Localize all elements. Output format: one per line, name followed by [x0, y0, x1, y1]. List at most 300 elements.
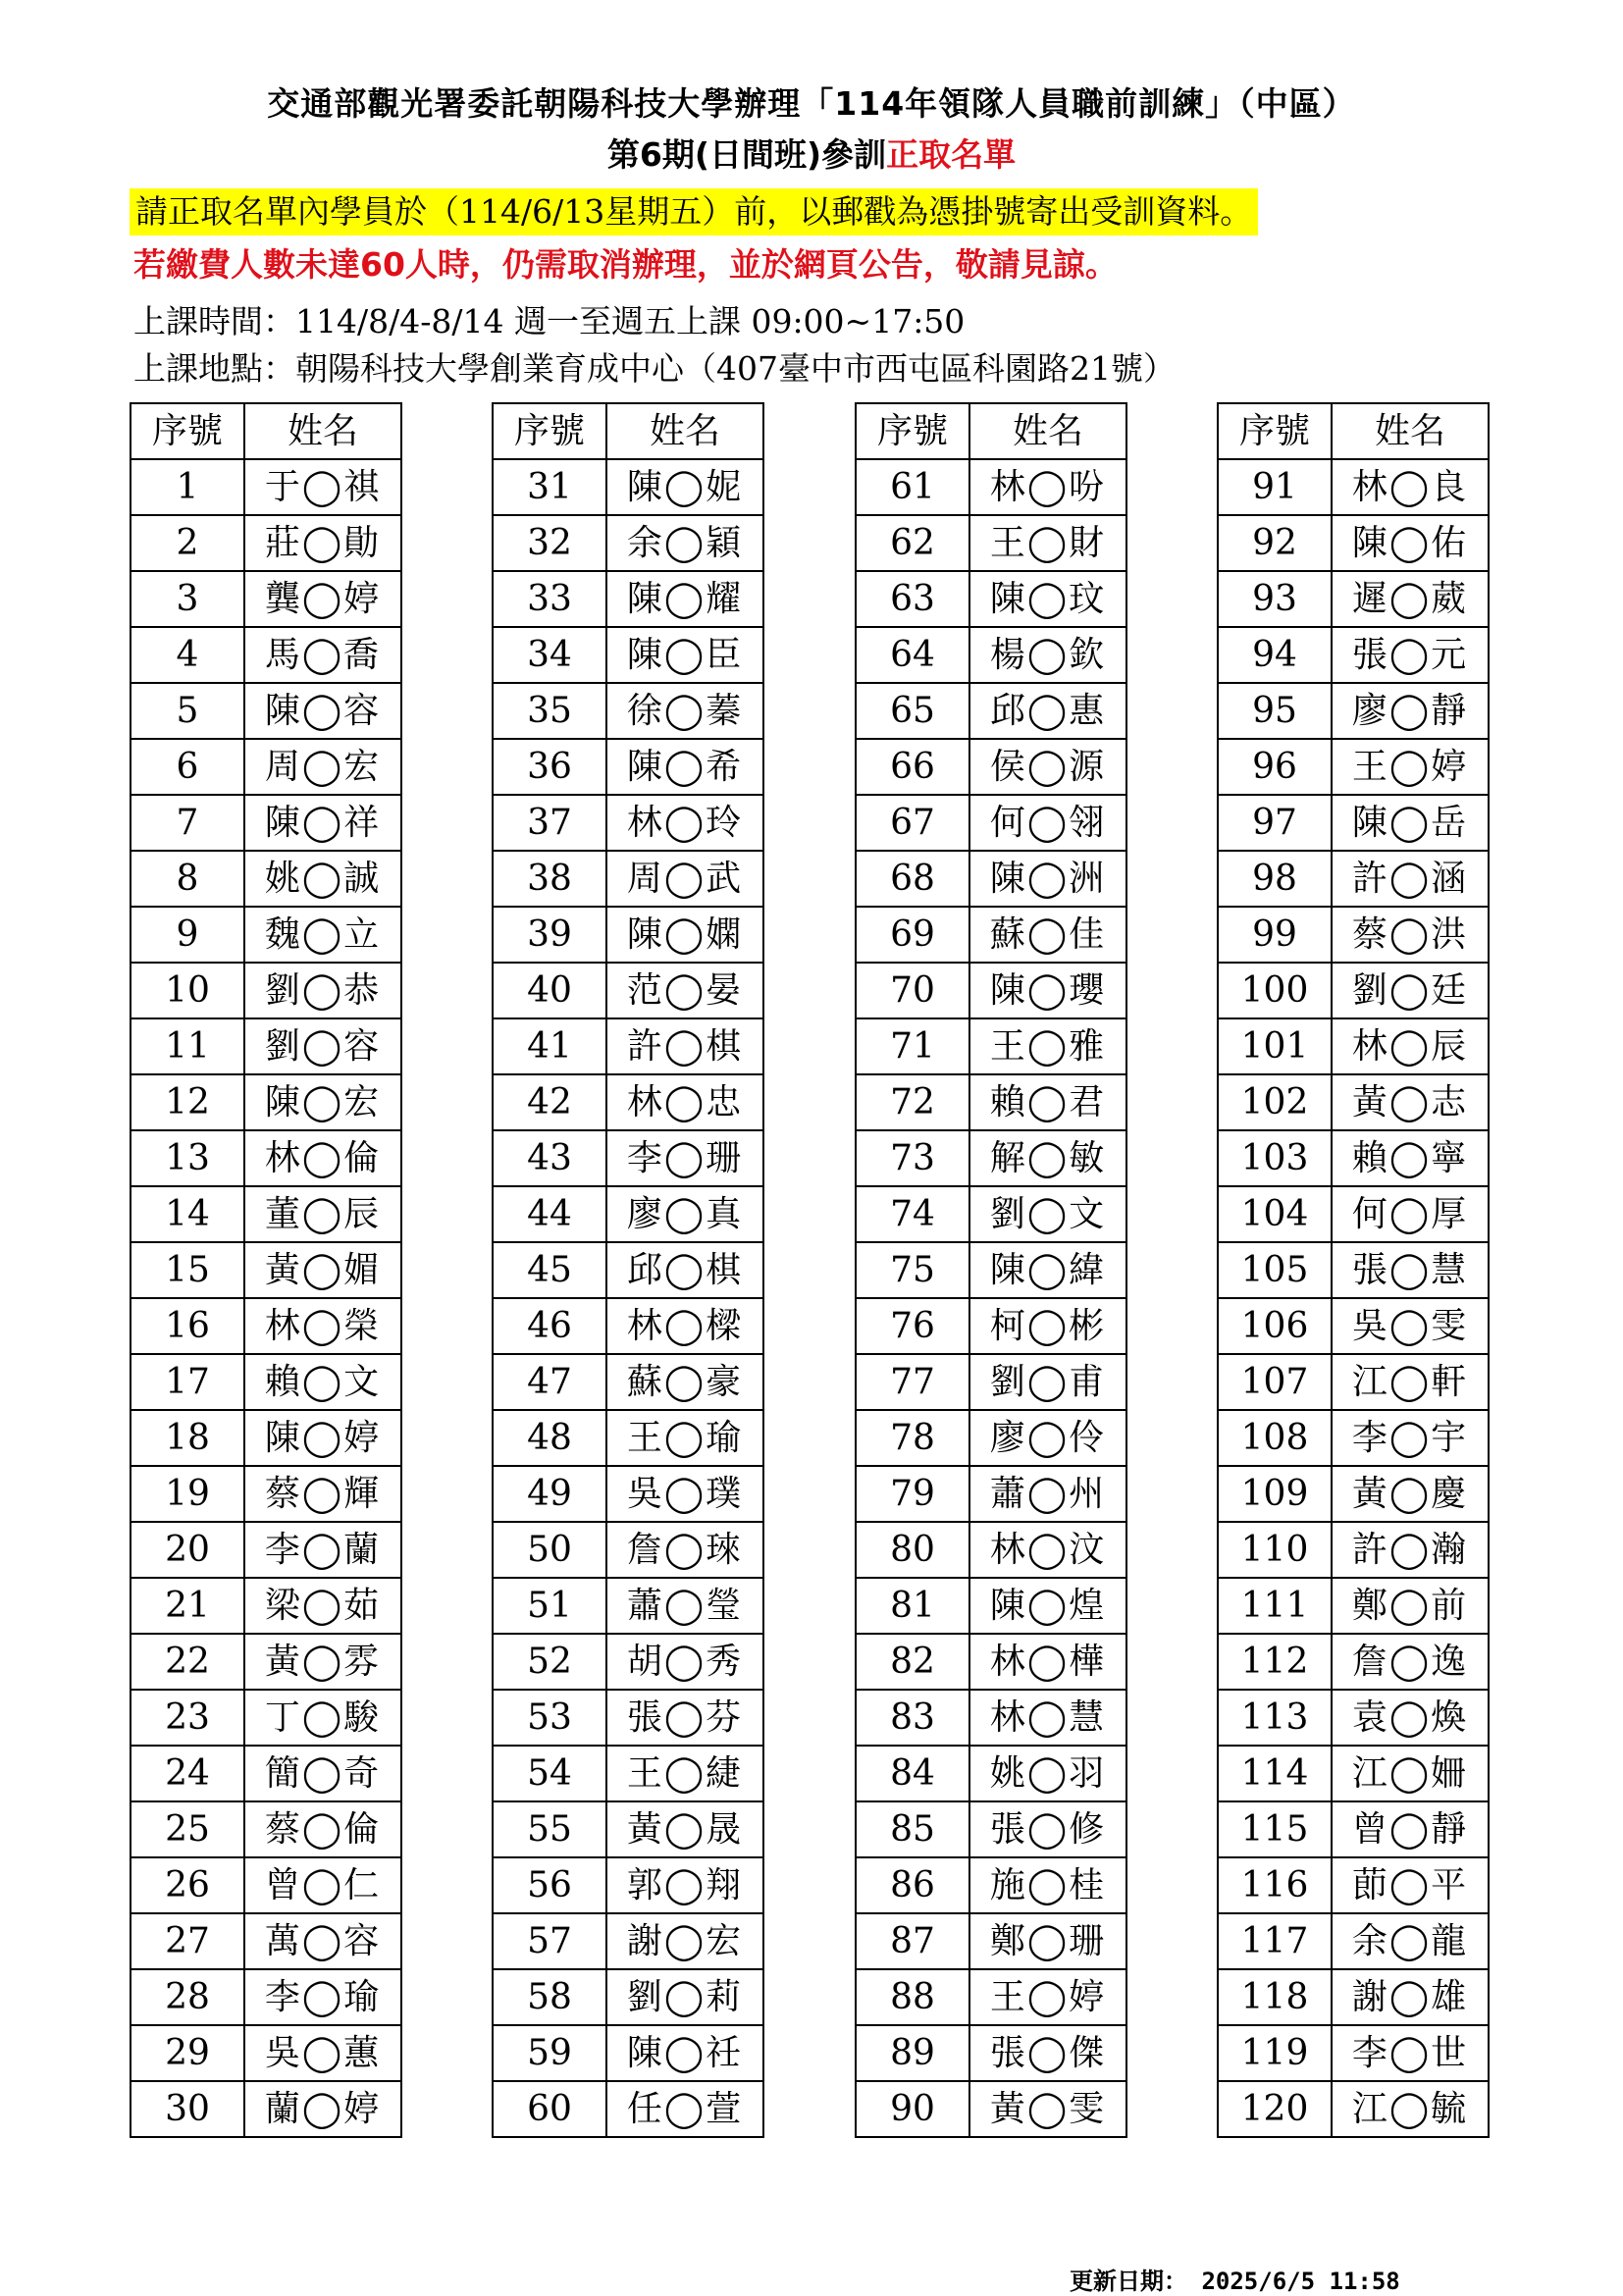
student-number: 13 [131, 1130, 244, 1186]
table-row [1218, 1466, 1489, 1522]
student-number: 17 [131, 1354, 244, 1410]
table-row [493, 1410, 763, 1466]
student-number: 29 [131, 2025, 244, 2081]
student-name: 陳◯嫻 [606, 907, 763, 963]
student-name: 黃◯晟 [606, 1801, 763, 1857]
subtitle-prefix: 第6期(日間班)參訓 [606, 135, 887, 174]
student-name: 陳◯耀 [606, 571, 763, 627]
student-name: 侯◯源 [969, 739, 1126, 795]
student-name: 劉◯廷 [1332, 963, 1489, 1018]
table-row [1218, 1354, 1489, 1410]
table-row [131, 1354, 401, 1410]
submission-deadline-notice: 請正取名單內學員於（114/6/13星期五）前，以郵戳為憑掛號寄出受訓資料。 [130, 188, 1258, 235]
table-row [856, 963, 1126, 1018]
table-row [856, 683, 1126, 739]
student-name: 廖◯伶 [969, 1410, 1126, 1466]
student-name: 陳◯瓔 [969, 963, 1126, 1018]
header-name: 姓名 [244, 403, 401, 459]
table-row [856, 627, 1126, 683]
document-subtitle [0, 130, 1623, 176]
roster-header-row [856, 403, 1126, 459]
student-name: 邱◯惠 [969, 683, 1126, 739]
roster-header-row [131, 403, 401, 459]
student-name: 于◯祺 [244, 459, 401, 515]
student-number: 27 [131, 1913, 244, 1969]
student-number: 120 [1218, 2081, 1332, 2137]
student-number: 19 [131, 1466, 244, 1522]
table-row [856, 1634, 1126, 1690]
student-number: 72 [856, 1074, 969, 1130]
student-name: 黃◯志 [1332, 1074, 1489, 1130]
student-name: 許◯瀚 [1332, 1522, 1489, 1578]
student-name: 何◯厚 [1332, 1186, 1489, 1242]
table-row [131, 515, 401, 571]
student-name: 陳◯洲 [969, 851, 1126, 907]
student-name: 董◯辰 [244, 1186, 401, 1242]
table-row [493, 1018, 763, 1074]
table-row [131, 683, 401, 739]
table-row [493, 795, 763, 851]
student-number: 6 [131, 739, 244, 795]
table-row [493, 1857, 763, 1913]
student-name: 莊◯勛 [244, 515, 401, 571]
student-name: 范◯晏 [606, 963, 763, 1018]
table-row [131, 2081, 401, 2137]
student-name: 任◯萱 [606, 2081, 763, 2137]
student-name: 黃◯慶 [1332, 1466, 1489, 1522]
student-name: 許◯棋 [606, 1018, 763, 1074]
student-number: 25 [131, 1801, 244, 1857]
table-row [131, 1801, 401, 1857]
table-row [493, 1522, 763, 1578]
student-number: 42 [493, 1074, 606, 1130]
student-number: 64 [856, 627, 969, 683]
table-row [493, 851, 763, 907]
student-number: 96 [1218, 739, 1332, 795]
student-name: 劉◯恭 [244, 963, 401, 1018]
student-number: 106 [1218, 1298, 1332, 1354]
student-name: 蘭◯婷 [244, 2081, 401, 2137]
table-row [131, 1018, 401, 1074]
table-row [131, 1410, 401, 1466]
student-name: 張◯修 [969, 1801, 1126, 1857]
student-number: 89 [856, 2025, 969, 2081]
table-row [1218, 1018, 1489, 1074]
student-number: 60 [493, 2081, 606, 2137]
student-name: 郭◯翔 [606, 1857, 763, 1913]
table-row [1218, 1690, 1489, 1746]
student-number: 44 [493, 1186, 606, 1242]
document-title: 交通部觀光署委託朝陽科技大學辦理「114年領隊人員職前訓練」（中區） [267, 84, 1356, 123]
student-number: 48 [493, 1410, 606, 1466]
student-name: 林◯玲 [606, 795, 763, 851]
student-number: 26 [131, 1857, 244, 1913]
student-name: 陳◯祥 [244, 795, 401, 851]
student-number: 99 [1218, 907, 1332, 963]
student-name: 姚◯誠 [244, 851, 401, 907]
student-number: 50 [493, 1522, 606, 1578]
student-name: 張◯傑 [969, 2025, 1126, 2081]
student-name: 何◯翎 [969, 795, 1126, 851]
roster-header-row [493, 403, 763, 459]
student-name: 林◯樺 [969, 1634, 1126, 1690]
student-number: 11 [131, 1018, 244, 1074]
student-number: 20 [131, 1522, 244, 1578]
table-row [1218, 2081, 1489, 2137]
table-row [493, 1186, 763, 1242]
table-row [493, 1354, 763, 1410]
table-row [856, 1578, 1126, 1634]
student-number: 84 [856, 1746, 969, 1801]
student-number: 54 [493, 1746, 606, 1801]
student-name: 李◯宇 [1332, 1410, 1489, 1466]
student-name: 張◯元 [1332, 627, 1489, 683]
student-number: 67 [856, 795, 969, 851]
table-row [856, 1018, 1126, 1074]
student-number: 9 [131, 907, 244, 963]
table-row [856, 2025, 1126, 2081]
student-number: 23 [131, 1690, 244, 1746]
table-row [856, 2081, 1126, 2137]
student-number: 73 [856, 1130, 969, 1186]
student-number: 40 [493, 963, 606, 1018]
student-name: 蔡◯洪 [1332, 907, 1489, 963]
student-name: 黃◯雯 [969, 2081, 1126, 2137]
table-row [493, 1074, 763, 1130]
table-row [493, 1298, 763, 1354]
student-name: 林◯吩 [969, 459, 1126, 515]
student-name: 徐◯蓁 [606, 683, 763, 739]
student-number: 78 [856, 1410, 969, 1466]
student-number: 61 [856, 459, 969, 515]
student-name: 陳◯妮 [606, 459, 763, 515]
student-name: 林◯忠 [606, 1074, 763, 1130]
student-number: 117 [1218, 1913, 1332, 1969]
student-name: 邱◯棋 [606, 1242, 763, 1298]
student-number: 2 [131, 515, 244, 571]
header-number: 序號 [1218, 403, 1332, 459]
student-name: 蔡◯倫 [244, 1801, 401, 1857]
student-number: 82 [856, 1634, 969, 1690]
table-row [856, 795, 1126, 851]
table-row [1218, 1186, 1489, 1242]
student-number: 115 [1218, 1801, 1332, 1857]
table-row [131, 1913, 401, 1969]
student-number: 90 [856, 2081, 969, 2137]
table-row [1218, 515, 1489, 571]
table-row [493, 571, 763, 627]
student-name: 李◯珊 [606, 1130, 763, 1186]
table-row [131, 1466, 401, 1522]
student-name: 賴◯文 [244, 1354, 401, 1410]
table-row [1218, 1801, 1489, 1857]
header-number: 序號 [493, 403, 606, 459]
student-name: 李◯世 [1332, 2025, 1489, 2081]
table-row [856, 1354, 1126, 1410]
student-number: 53 [493, 1690, 606, 1746]
student-name: 劉◯甫 [969, 1354, 1126, 1410]
student-number: 3 [131, 571, 244, 627]
student-name: 劉◯莉 [606, 1969, 763, 2025]
student-name: 蕭◯瑩 [606, 1578, 763, 1634]
student-number: 76 [856, 1298, 969, 1354]
student-number: 95 [1218, 683, 1332, 739]
student-number: 49 [493, 1466, 606, 1522]
student-number: 101 [1218, 1018, 1332, 1074]
student-number: 65 [856, 683, 969, 739]
student-name: 林◯良 [1332, 459, 1489, 515]
table-row [493, 739, 763, 795]
student-name: 余◯穎 [606, 515, 763, 571]
updated-date: 更新日期： 2025/6/5 11:58 [1070, 2268, 1400, 2295]
student-name: 陳◯希 [606, 739, 763, 795]
student-number: 81 [856, 1578, 969, 1634]
student-number: 87 [856, 1913, 969, 1969]
table-row [131, 459, 401, 515]
student-name: 蔡◯輝 [244, 1466, 401, 1522]
table-row [131, 1578, 401, 1634]
student-number: 93 [1218, 571, 1332, 627]
student-name: 謝◯雄 [1332, 1969, 1489, 2025]
table-row [493, 1466, 763, 1522]
student-name: 施◯桂 [969, 1857, 1126, 1913]
table-row [856, 459, 1126, 515]
student-number: 41 [493, 1018, 606, 1074]
table-row [856, 1801, 1126, 1857]
header-name: 姓名 [606, 403, 763, 459]
table-row [131, 1746, 401, 1801]
student-number: 75 [856, 1242, 969, 1298]
roster-table [855, 402, 1127, 2138]
student-number: 30 [131, 2081, 244, 2137]
student-number: 97 [1218, 795, 1332, 851]
student-name: 陳◯祍 [606, 2025, 763, 2081]
table-row [856, 851, 1126, 907]
table-row [1218, 907, 1489, 963]
student-number: 5 [131, 683, 244, 739]
table-row [856, 1746, 1126, 1801]
student-number: 52 [493, 1634, 606, 1690]
student-name: 簡◯奇 [244, 1746, 401, 1801]
subtitle-highlight: 正取名單 [886, 135, 1017, 174]
student-name: 王◯婷 [969, 1969, 1126, 2025]
header-number: 序號 [131, 403, 244, 459]
student-number: 92 [1218, 515, 1332, 571]
student-number: 57 [493, 1913, 606, 1969]
student-name: 賴◯寧 [1332, 1130, 1489, 1186]
student-number: 109 [1218, 1466, 1332, 1522]
student-number: 105 [1218, 1242, 1332, 1298]
student-name: 陳◯容 [244, 683, 401, 739]
student-name: 張◯芬 [606, 1690, 763, 1746]
student-number: 104 [1218, 1186, 1332, 1242]
student-name: 王◯瑜 [606, 1410, 763, 1466]
cancellation-warning: 若繳費人數未達60人時，仍需取消辦理，並於網頁公告，敬請見諒。 [133, 245, 1118, 284]
student-number: 107 [1218, 1354, 1332, 1410]
table-row [1218, 627, 1489, 683]
table-row [131, 1522, 401, 1578]
student-name: 吳◯雯 [1332, 1298, 1489, 1354]
student-name: 劉◯容 [244, 1018, 401, 1074]
table-row [1218, 851, 1489, 907]
student-number: 15 [131, 1242, 244, 1298]
table-row [856, 1186, 1126, 1242]
table-row [1218, 1578, 1489, 1634]
table-row [131, 1857, 401, 1913]
student-number: 88 [856, 1969, 969, 2025]
student-number: 1 [131, 459, 244, 515]
table-row [856, 1410, 1126, 1466]
table-row [856, 515, 1126, 571]
student-number: 119 [1218, 2025, 1332, 2081]
table-row [493, 1130, 763, 1186]
table-row [131, 1242, 401, 1298]
student-number: 31 [493, 459, 606, 515]
table-row [856, 1242, 1126, 1298]
student-name: 謝◯宏 [606, 1913, 763, 1969]
table-row [856, 571, 1126, 627]
table-row [131, 1074, 401, 1130]
table-row [856, 1690, 1126, 1746]
student-number: 77 [856, 1354, 969, 1410]
table-row [493, 2081, 763, 2137]
student-name: 李◯蘭 [244, 1522, 401, 1578]
student-number: 22 [131, 1634, 244, 1690]
student-name: 陳◯玟 [969, 571, 1126, 627]
student-number: 111 [1218, 1578, 1332, 1634]
student-name: 黃◯媚 [244, 1242, 401, 1298]
table-row [1218, 1410, 1489, 1466]
table-row [1218, 1242, 1489, 1298]
student-number: 43 [493, 1130, 606, 1186]
student-number: 46 [493, 1298, 606, 1354]
header-name: 姓名 [1332, 403, 1489, 459]
table-row [493, 683, 763, 739]
student-number: 91 [1218, 459, 1332, 515]
student-number: 35 [493, 683, 606, 739]
student-number: 110 [1218, 1522, 1332, 1578]
course-time: 上課時間：114/8/4-8/14 週一至週五上課 09:00~17:50 [133, 302, 966, 340]
student-name: 胡◯秀 [606, 1634, 763, 1690]
student-number: 14 [131, 1186, 244, 1242]
table-row [493, 1913, 763, 1969]
roster-table [1217, 402, 1490, 2138]
table-row [131, 1186, 401, 1242]
table-row [131, 1634, 401, 1690]
student-name: 陳◯臣 [606, 627, 763, 683]
table-row [131, 907, 401, 963]
student-number: 113 [1218, 1690, 1332, 1746]
student-number: 38 [493, 851, 606, 907]
student-name: 林◯倫 [244, 1130, 401, 1186]
student-number: 94 [1218, 627, 1332, 683]
table-row [131, 1690, 401, 1746]
student-name: 遲◯葳 [1332, 571, 1489, 627]
table-row [1218, 683, 1489, 739]
table-row [856, 907, 1126, 963]
student-name: 王◯緁 [606, 1746, 763, 1801]
student-name: 劉◯文 [969, 1186, 1126, 1242]
table-row [131, 627, 401, 683]
student-number: 36 [493, 739, 606, 795]
table-row [1218, 571, 1489, 627]
student-name: 王◯雅 [969, 1018, 1126, 1074]
student-name: 林◯汶 [969, 1522, 1126, 1578]
table-row [131, 2025, 401, 2081]
table-row [493, 1746, 763, 1801]
table-row [131, 1969, 401, 2025]
student-number: 103 [1218, 1130, 1332, 1186]
student-number: 51 [493, 1578, 606, 1634]
student-name: 江◯毓 [1332, 2081, 1489, 2137]
table-row [131, 739, 401, 795]
student-name: 魏◯立 [244, 907, 401, 963]
student-number: 55 [493, 1801, 606, 1857]
student-name: 黃◯雰 [244, 1634, 401, 1690]
student-number: 10 [131, 963, 244, 1018]
student-number: 70 [856, 963, 969, 1018]
student-name: 柯◯彬 [969, 1298, 1126, 1354]
table-row [493, 963, 763, 1018]
student-name: 解◯敏 [969, 1130, 1126, 1186]
table-row [1218, 2025, 1489, 2081]
student-number: 86 [856, 1857, 969, 1913]
student-number: 59 [493, 2025, 606, 2081]
student-number: 34 [493, 627, 606, 683]
student-name: 王◯婷 [1332, 739, 1489, 795]
table-row [493, 907, 763, 963]
roster-table [492, 402, 764, 2138]
student-name: 李◯瑜 [244, 1969, 401, 2025]
table-row [1218, 459, 1489, 515]
table-row [1218, 1746, 1489, 1801]
table-row [856, 1969, 1126, 2025]
student-name: 蘇◯佳 [969, 907, 1126, 963]
student-name: 余◯龍 [1332, 1913, 1489, 1969]
table-row [856, 1522, 1126, 1578]
student-name: 江◯姍 [1332, 1746, 1489, 1801]
table-row [493, 1969, 763, 2025]
student-name: 林◯榮 [244, 1298, 401, 1354]
student-number: 4 [131, 627, 244, 683]
student-name: 王◯財 [969, 515, 1126, 571]
table-row [493, 1242, 763, 1298]
table-row [856, 1857, 1126, 1913]
student-name: 周◯宏 [244, 739, 401, 795]
student-number: 71 [856, 1018, 969, 1074]
student-name: 梁◯茹 [244, 1578, 401, 1634]
student-number: 39 [493, 907, 606, 963]
table-row [856, 1466, 1126, 1522]
table-row [131, 571, 401, 627]
roster-header-row [1218, 403, 1489, 459]
student-name: 張◯慧 [1332, 1242, 1489, 1298]
table-row [856, 1074, 1126, 1130]
student-name: 丁◯駿 [244, 1690, 401, 1746]
table-row [1218, 1913, 1489, 1969]
student-name: 吳◯璞 [606, 1466, 763, 1522]
student-name: 陳◯煌 [969, 1578, 1126, 1634]
header-name: 姓名 [969, 403, 1126, 459]
table-row [493, 1634, 763, 1690]
table-row [1218, 1969, 1489, 2025]
table-row [856, 739, 1126, 795]
student-name: 曾◯靜 [1332, 1801, 1489, 1857]
student-name: 林◯樑 [606, 1298, 763, 1354]
table-row [1218, 1130, 1489, 1186]
student-number: 83 [856, 1690, 969, 1746]
student-number: 12 [131, 1074, 244, 1130]
